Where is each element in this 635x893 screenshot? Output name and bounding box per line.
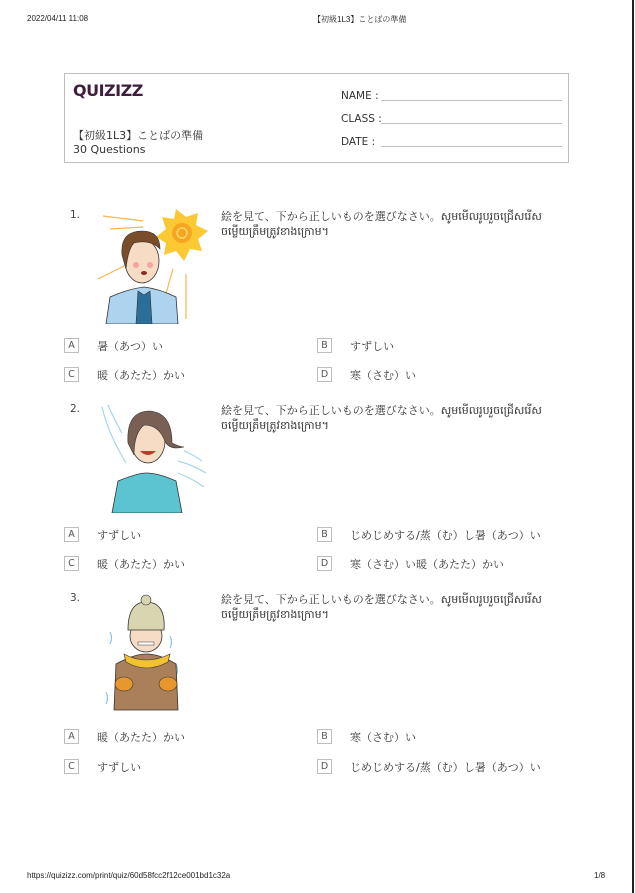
class-field[interactable] — [341, 113, 381, 125]
page-number: 1/8 — [594, 871, 606, 880]
option-c[interactable] — [64, 556, 185, 571]
option-letter-box: B — [317, 527, 332, 542]
option-text: 暖（あたた）かい — [97, 368, 185, 382]
option-letter-box: D — [317, 556, 332, 571]
question-count: 30 Questions — [73, 143, 146, 156]
hot-man-sun-illustration — [98, 209, 208, 324]
option-letter-box: B — [317, 729, 332, 744]
question-number: 2. — [70, 403, 81, 415]
print-title: 【初級1L3】ことばの準備 — [313, 15, 407, 24]
date-label: DATE : — [341, 136, 376, 148]
option-letter-box: D — [317, 759, 332, 774]
option-letter-box: A — [64, 729, 79, 744]
option-text: すずしい — [97, 760, 142, 774]
quizizz-logo: QUIZIZZ — [73, 81, 143, 100]
option-text: すずしい — [97, 528, 142, 542]
option-b[interactable] — [317, 729, 416, 744]
question-prompt: 絵を見て、下から正しいものを選びなさい。សូមមើលរូបរួចជ្រើសរើសចម្លើយត្រឹមត្រូវខាងក្រោម។ — [221, 593, 542, 621]
option-c[interactable] — [64, 367, 185, 382]
option-letter-box: B — [317, 338, 332, 353]
class-label: CLASS : — [341, 113, 382, 125]
option-d[interactable] — [317, 759, 541, 774]
option-b[interactable] — [317, 527, 541, 542]
option-letter-box: D — [317, 367, 332, 382]
option-d[interactable] — [317, 367, 416, 382]
option-text: 暖（あたた）かい — [97, 557, 185, 571]
print-datetime: 2022/04/11 11:08 — [27, 14, 89, 23]
quiz-title: 【初級1L3】ことばの準備 — [73, 129, 204, 142]
question-number: 3. — [70, 592, 81, 604]
question-prompt: 絵を見て、下から正しいものを選びなさい。សូមមើលរូបរួចជ្រើសរើសចម្លើយត្រឹមត្រូវខាងក្រោម។ — [221, 210, 542, 238]
option-text: じめじめする/蒸（む）し暑（あつ）い — [350, 760, 541, 774]
option-text: 寒（さむ）い暖（あたた）かい — [350, 557, 504, 571]
name-field[interactable] — [341, 90, 381, 102]
question-number: 1. — [70, 209, 81, 221]
option-text: 暖（あたた）かい — [97, 730, 185, 744]
print-url: https://quizizz.com/print/quiz/60d58fcc2f12ce001bd1c32a — [27, 871, 231, 880]
option-d[interactable] — [317, 556, 504, 571]
option-letter-box: C — [64, 367, 79, 382]
option-letter-box: C — [64, 556, 79, 571]
option-a[interactable] — [64, 527, 142, 542]
option-letter-box: A — [64, 527, 79, 542]
date-field[interactable] — [341, 136, 381, 148]
question-prompt: 絵を見て、下から正しいものを選びなさい。សូមមើលរូបរួចជ្រើសរើសចម្លើយត្រឹមត្រូវខាងក្រោម។ — [221, 404, 542, 432]
cold-shivering-man-illustration — [98, 592, 208, 707]
option-text: 暑（あつ）い — [97, 339, 163, 353]
name-line[interactable] — [381, 99, 562, 101]
option-a[interactable] — [64, 729, 185, 744]
option-text: すずしい — [350, 339, 395, 353]
date-line[interactable] — [381, 145, 562, 147]
cool-breeze-woman-illustration — [98, 403, 208, 518]
option-b[interactable] — [317, 338, 395, 353]
page-edge-divider — [632, 0, 634, 893]
option-text: 寒（さむ）い — [350, 368, 416, 382]
option-text: じめじめする/蒸（む）し暑（あつ）い — [350, 528, 541, 542]
class-line[interactable] — [381, 122, 562, 124]
option-a[interactable] — [64, 338, 163, 353]
option-letter-box: C — [64, 759, 79, 774]
worksheet-header — [64, 73, 569, 163]
option-letter-box: A — [64, 338, 79, 353]
option-text: 寒（さむ）い — [350, 730, 416, 744]
option-c[interactable] — [64, 759, 142, 774]
name-label: NAME : — [341, 90, 379, 102]
